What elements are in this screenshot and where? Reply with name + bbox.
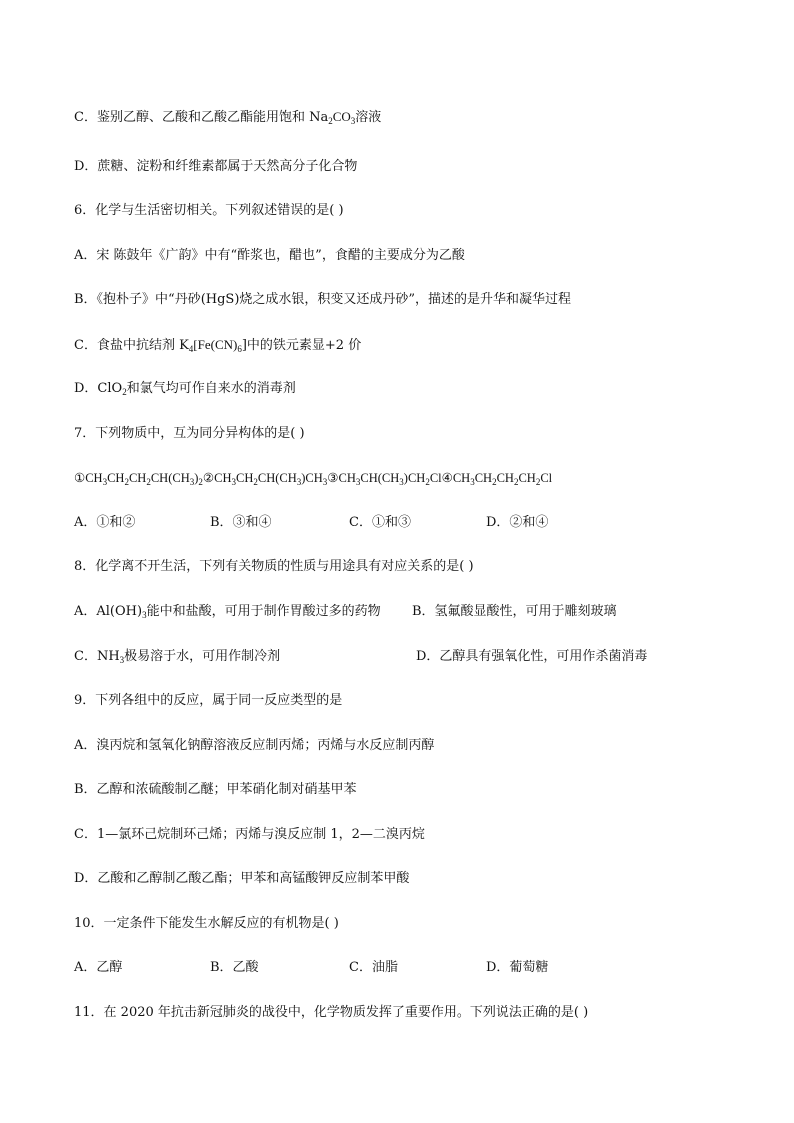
q10-option-a: A．乙醇 bbox=[74, 960, 123, 975]
option-c-prev: C．鉴别乙醇、乙酸和乙酸乙酯能用饱和 $Na_2CO_3$溶液 bbox=[74, 109, 382, 126]
question-7: 7．下列物质中，互为同分异构体的是( ) bbox=[74, 426, 305, 441]
option-d-prev: D．蔗糖、淀粉和纤维素都属于天然高分子化合物 bbox=[74, 159, 358, 174]
question-9: 9．下列各组中的反应，属于同一反应类型的是 bbox=[74, 693, 343, 708]
q9-option-a: A．溴丙烷和氢氧化钠醇溶液反应制丙烯；丙烯与水反应制丙醇 bbox=[74, 738, 435, 753]
q9-option-b: B．乙醇和浓硫酸制乙醚；甲苯硝化制对硝基甲苯 bbox=[74, 782, 357, 797]
question-11: 11．在 2020 年抗击新冠肺炎的战役中，化学物质发挥了重要作用。下列说法正确的是( ) bbox=[74, 1005, 589, 1020]
q10-option-d: D．葡萄糖 bbox=[486, 960, 549, 975]
q10-option-c: C．油脂 bbox=[349, 960, 398, 975]
question-8: 8．化学离不开生活，下列有关物质的性质与用途具有对应关系的是( ) bbox=[74, 559, 474, 574]
question-6: 6．化学与生活密切相关。下列叙述错误的是( ) bbox=[74, 203, 344, 218]
q7-option-a: A．①和② bbox=[74, 515, 136, 530]
q6-option-d: D．ClO$_2$和氯气均可作自来水的消毒剂 bbox=[74, 381, 296, 397]
q7-option-d: D．②和④ bbox=[486, 515, 549, 530]
q8-option-a: A．$Al(OH)_3$能中和盐酸，可用于制作胃酸过多的药物 bbox=[74, 604, 381, 620]
q8-option-b: B．氢氟酸显酸性，可用于雕刻玻璃 bbox=[412, 604, 617, 619]
q8-option-d: D．乙醇具有强氧化性，可用作杀菌消毒 bbox=[416, 649, 648, 664]
question-10: 10．一定条件下能发生水解反应的有机物是( ) bbox=[74, 916, 339, 931]
q6-option-b: B．《抱朴子》中“丹砂(HgS)烧之成水银，积变又还成丹砂”，描述的是升华和凝华过程 bbox=[74, 292, 572, 307]
q8-option-c: C．$NH_3$极易溶于水，可用作制冷剂 bbox=[74, 649, 281, 665]
q9-option-d: D．乙酸和乙醇制乙酸乙酯；甲苯和高锰酸钾反应制苯甲酸 bbox=[74, 871, 410, 886]
q7-option-c: C．①和③ bbox=[349, 515, 411, 530]
q7-option-b: B．③和④ bbox=[210, 515, 272, 530]
q10-option-b: B．乙酸 bbox=[210, 960, 259, 975]
q7-structures: $①CH_3CH_2CH_2CH(CH_3)_2②CH_3CH_2CH(CH_3)CH_3③CH_3CH(CH_3)CH_2Cl④CH_3CH_2CH_2CH_2Cl$ bbox=[74, 471, 553, 487]
q9-option-c: C．1—氯环己烷制环己烯；丙烯与溴反应制 1，2—二溴丙烷 bbox=[74, 827, 425, 842]
q6-option-c: C．食盐中抗结剂 $K_4[Fe(CN)_6]$中的铁元素显+2 价 bbox=[74, 337, 362, 354]
q6-option-a: A．宋 陈鼓年《广韵》中有“酢浆也，醋也”，食醋的主要成分为乙酸 bbox=[74, 248, 465, 263]
